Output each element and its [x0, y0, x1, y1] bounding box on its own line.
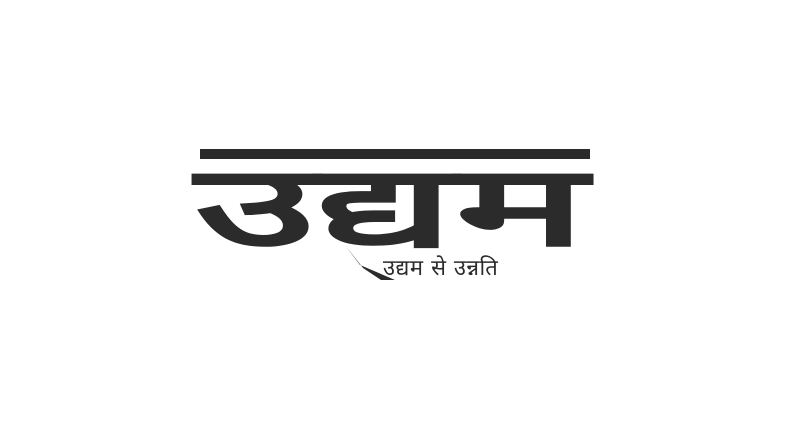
- tagline: उद्यम से उन्नति: [383, 256, 499, 281]
- logo: [191, 140, 595, 290]
- wordmark-text: उद्यम: [191, 142, 595, 272]
